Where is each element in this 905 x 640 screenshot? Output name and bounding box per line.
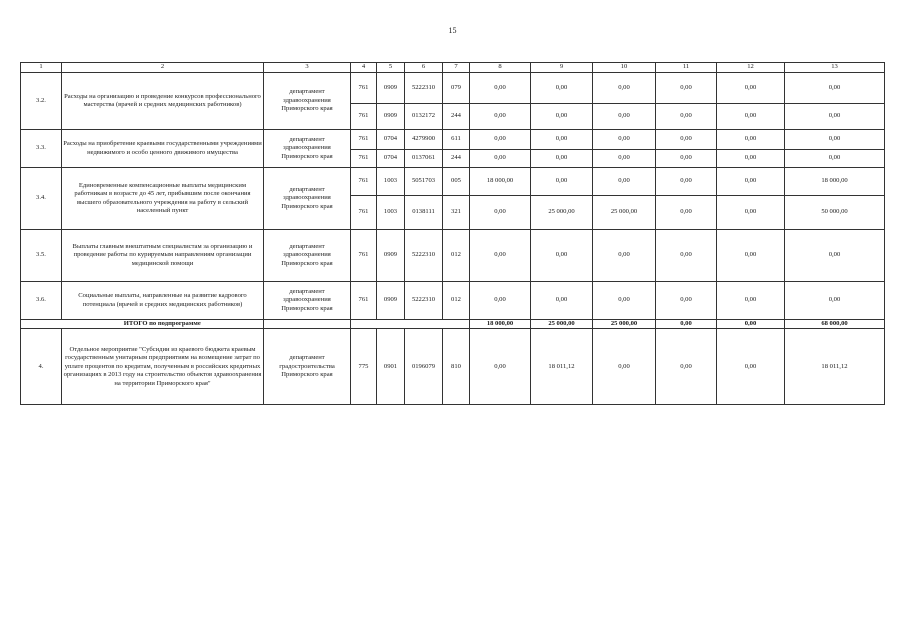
cell: 0,00 [656,196,717,230]
header-cell: 5 [377,63,405,73]
cell: 0,00 [470,73,531,104]
item-name: Выплаты главным внештатным специалистам за организацию и проведение работы по курируемым направлениям организации медицинской помощи [62,230,264,282]
cell: 0,00 [656,130,717,150]
total-value: 18 000,00 [470,320,531,329]
cell: 761 [351,230,377,282]
item-name: Социальные выплаты, направленные на развитие кадрового потенциала (врачей и средних медицинских работников) [62,282,264,320]
cell: 0,00 [656,150,717,168]
item-number: 3.5. [21,230,62,282]
item-number: 3.6. [21,282,62,320]
cell: 0,00 [656,73,717,104]
header-row [21,63,885,73]
cell: 0,00 [656,329,717,405]
cell: 0,00 [785,130,885,150]
cell: 0,00 [717,196,785,230]
cell: 0,00 [717,73,785,104]
item-name: Расходы на приобретение краевыми государственными учреждениями недвижимого и особо ценного движимого имущества [62,130,264,168]
cell: 761 [351,282,377,320]
cell: 012 [443,230,470,282]
total-label: ИТОГО по подпрограмме [62,320,264,329]
cell: 0,00 [717,130,785,150]
total-spacer [405,320,443,329]
cell: 0137061 [405,150,443,168]
page-number: 15 [448,26,457,35]
cell: 0,00 [717,230,785,282]
header-cell: 2 [62,63,264,73]
table-row [21,282,885,320]
header-cell: 7 [443,63,470,73]
cell: 810 [443,329,470,405]
table-row [21,168,885,196]
cell: 0,00 [717,168,785,196]
cell: 0,00 [470,130,531,150]
cell: 244 [443,104,470,130]
cell: 0,00 [470,230,531,282]
cell: 25 000,00 [531,196,593,230]
cell: 18 011,12 [785,329,885,405]
cell: 18 000,00 [470,168,531,196]
cell: 5222310 [405,282,443,320]
cell: 1003 [377,168,405,196]
header-cell: 13 [785,63,885,73]
header-cell: 12 [717,63,785,73]
cell: 0,00 [785,282,885,320]
cell: 321 [443,196,470,230]
cell: 079 [443,73,470,104]
cell: 761 [351,104,377,130]
cell: 0,00 [717,104,785,130]
header-cell: 11 [656,63,717,73]
item-number: 3.4. [21,168,62,230]
cell: 0,00 [531,130,593,150]
table-row [21,73,885,104]
table-row [21,329,885,405]
header-cell: 8 [470,63,531,73]
cell: 0,00 [470,196,531,230]
cell: 244 [443,150,470,168]
cell: 0,00 [656,230,717,282]
header-cell: 1 [21,63,62,73]
table-row [21,130,885,150]
item-department: департамент здравоохранения Приморского края [264,282,351,320]
cell: 0,00 [593,104,656,130]
cell: 0,00 [593,168,656,196]
cell: 0,00 [531,168,593,196]
item-name: Отдельное мероприятие "Субсидии из краевого бюджета краевым государственным унитарным предприятиям на возмещение затрат по уплате процентов по кредитам, полученным в российских кредитных организациях в 2013 году на строительство объектов здравоохранения на территории Приморского края" [62,329,264,405]
cell: 50 000,00 [785,196,885,230]
total-value: 0,00 [717,320,785,329]
header-cell: 3 [264,63,351,73]
cell: 0,00 [593,130,656,150]
cell: 0,00 [531,230,593,282]
cell: 0909 [377,282,405,320]
cell: 0132172 [405,104,443,130]
cell: 0138111 [405,196,443,230]
subprogram-total-row [21,320,885,329]
cell: 0,00 [531,73,593,104]
cell: 0,00 [717,329,785,405]
cell: 0,00 [656,282,717,320]
cell: 0,00 [593,150,656,168]
cell: 4279900 [405,130,443,150]
total-spacer [264,320,351,329]
cell: 761 [351,73,377,104]
cell: 012 [443,282,470,320]
cell: 761 [351,168,377,196]
cell: 0,00 [593,230,656,282]
cell: 761 [351,196,377,230]
header-cell: 10 [593,63,656,73]
cell: 0,00 [785,73,885,104]
cell: 0,00 [470,282,531,320]
header-cell: 4 [351,63,377,73]
item-name: Расходы на организацию и проведение конкурсов профессионального мастерства (врачей и средних медицинских работников) [62,73,264,130]
cell: 0,00 [470,150,531,168]
cell: 5051703 [405,168,443,196]
cell: 0,00 [593,73,656,104]
cell: 18 000,00 [785,168,885,196]
cell: 0,00 [470,104,531,130]
total-spacer [21,320,62,329]
cell: 0909 [377,73,405,104]
cell: 0909 [377,104,405,130]
cell: 0704 [377,150,405,168]
cell: 0704 [377,130,405,150]
cell: 0,00 [717,282,785,320]
cell: 25 000,00 [593,196,656,230]
cell: 0196079 [405,329,443,405]
cell: 0,00 [717,150,785,168]
total-value: 68 000,00 [785,320,885,329]
cell: 0,00 [785,104,885,130]
cell: 18 011,12 [531,329,593,405]
table-row [21,230,885,282]
item-department: департамент здравоохранения Приморского края [264,130,351,168]
item-department: департамент градостроительства Приморского края [264,329,351,405]
cell: 0,00 [531,282,593,320]
cell: 0,00 [656,104,717,130]
item-department: департамент здравоохранения Приморского края [264,230,351,282]
item-department: департамент здравоохранения Приморского края [264,168,351,230]
cell: 005 [443,168,470,196]
total-value: 25 000,00 [531,320,593,329]
total-spacer [351,320,377,329]
total-value: 0,00 [656,320,717,329]
cell: 761 [351,150,377,168]
cell: 0,00 [470,329,531,405]
cell: 761 [351,130,377,150]
item-department: департамент здравоохранения Приморского края [264,73,351,130]
cell: 775 [351,329,377,405]
item-name: Единовременные компенсационные выплаты медицинским работникам в возрасте до 45 лет, прибывшим после окончания высшего образовательного учреждения на работу в сельский населенный пункт [62,168,264,230]
cell: 5222310 [405,230,443,282]
cell: 0,00 [531,150,593,168]
cell: 0909 [377,230,405,282]
item-number: 3.2. [21,73,62,130]
cell: 0,00 [593,282,656,320]
cell: 0,00 [785,150,885,168]
cell: 611 [443,130,470,150]
cell: 1003 [377,196,405,230]
header-cell: 6 [405,63,443,73]
cell: 0,00 [531,104,593,130]
cell: 0901 [377,329,405,405]
item-number: 3.3. [21,130,62,168]
header-cell: 9 [531,63,593,73]
cell: 0,00 [656,168,717,196]
cell: 0,00 [785,230,885,282]
total-spacer [377,320,405,329]
cell: 0,00 [593,329,656,405]
total-value: 25 000,00 [593,320,656,329]
item-number: 4. [21,329,62,405]
budget-table [20,62,885,405]
cell: 5222310 [405,73,443,104]
total-spacer [443,320,470,329]
